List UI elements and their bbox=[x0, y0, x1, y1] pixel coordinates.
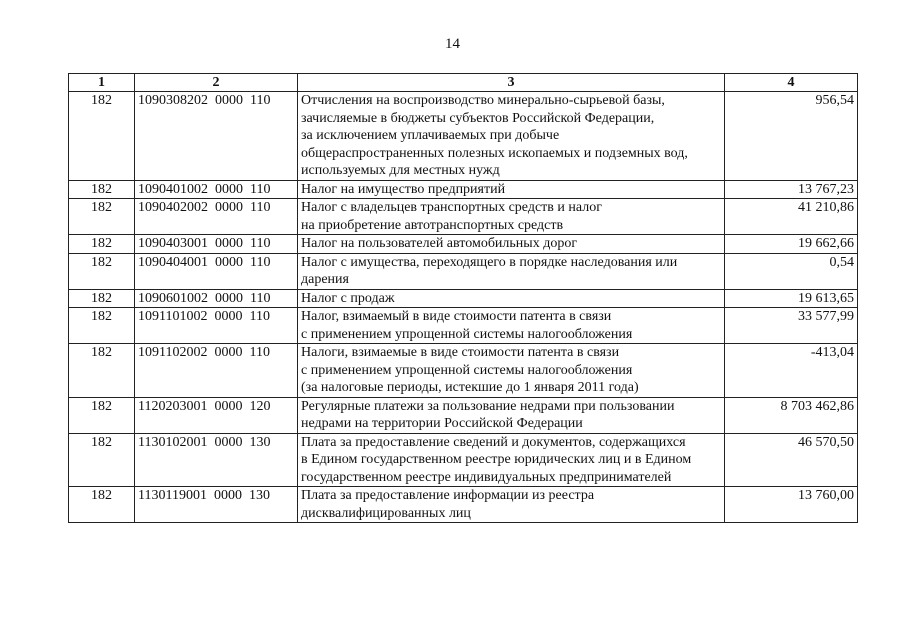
amount-cell: 0,54 bbox=[725, 253, 858, 289]
admin-code-cell: 182 bbox=[69, 487, 135, 523]
revenue-name-line: государственном реестре индивидуальных предпринимателей bbox=[301, 469, 672, 485]
admin-code-cell: 182 bbox=[69, 92, 135, 181]
revenue-name-cell bbox=[298, 199, 725, 235]
admin-code-cell: 182 bbox=[69, 199, 135, 235]
amount-cell: 956,54 bbox=[725, 92, 858, 181]
revenue-name-line: Налог, взимаемый в виде стоимости патента в связи bbox=[301, 309, 612, 324]
revenue-name-line: Налог на имущество предприятий bbox=[301, 181, 506, 197]
revenue-name-line: Плата за предоставление сведений и документов, содержащихся bbox=[301, 434, 686, 450]
revenue-name-cell bbox=[298, 487, 725, 523]
header-col-2: 2 bbox=[135, 74, 298, 92]
revenue-name-line: Налог с продаж bbox=[301, 290, 395, 306]
table-row bbox=[69, 253, 858, 289]
amount-cell: 46 570,50 bbox=[725, 433, 858, 487]
revenue-name-cell bbox=[298, 289, 725, 308]
revenue-name-line: в Едином государственном реестре юридических лиц и в Едином bbox=[301, 452, 692, 467]
revenue-name-line: Регулярные платежи за пользование недрами при пользовании bbox=[301, 398, 675, 414]
amount-cell: 19 662,66 bbox=[725, 235, 858, 254]
revenue-name-line: Налог с имущества, переходящего в порядке наследования или bbox=[301, 254, 678, 270]
table-row bbox=[69, 199, 858, 235]
revenue-name-cell bbox=[298, 344, 725, 398]
table-row bbox=[69, 433, 858, 487]
revenue-name-line: Отчисления на воспроизводство минерально-сырьевой базы, bbox=[301, 93, 665, 108]
revenue-name-cell bbox=[298, 180, 725, 199]
budget-code-cell: 1090404001 0000 110 bbox=[135, 253, 298, 289]
table-row bbox=[69, 289, 858, 308]
amount-cell: 33 577,99 bbox=[725, 308, 858, 344]
table-row bbox=[69, 180, 858, 199]
header-row bbox=[69, 74, 858, 92]
revenue-name-line: с применением упрощенной системы налогообложения bbox=[301, 326, 633, 342]
budget-code-cell: 1120203001 0000 120 bbox=[135, 397, 298, 433]
header-col-4: 4 bbox=[725, 74, 858, 92]
admin-code-cell: 182 bbox=[69, 308, 135, 344]
revenue-name-cell bbox=[298, 308, 725, 344]
revenue-name-line: дарения bbox=[301, 272, 349, 287]
table-row bbox=[69, 92, 858, 181]
amount-cell: 8 703 462,86 bbox=[725, 397, 858, 433]
amount-cell: 13 760,00 bbox=[725, 487, 858, 523]
revenue-name-cell bbox=[298, 397, 725, 433]
revenue-name-cell bbox=[298, 92, 725, 181]
table-body bbox=[69, 92, 858, 523]
revenue-name-line: общераспространенных полезных ископаемых и подземных вод, bbox=[301, 145, 688, 161]
budget-code-cell: 1130102001 0000 130 bbox=[135, 433, 298, 487]
admin-code-cell: 182 bbox=[69, 235, 135, 254]
revenue-name-line: на приобретение автотранспортных средств bbox=[301, 217, 564, 233]
budget-code-cell: 1090601002 0000 110 bbox=[135, 289, 298, 308]
admin-code-cell: 182 bbox=[69, 253, 135, 289]
admin-code-cell: 182 bbox=[69, 289, 135, 308]
budget-code-cell: 1090402002 0000 110 bbox=[135, 199, 298, 235]
table-row bbox=[69, 397, 858, 433]
budget-code-cell: 1090401002 0000 110 bbox=[135, 180, 298, 199]
amount-cell: 41 210,86 bbox=[725, 199, 858, 235]
revenue-name-line: Налог на пользователей автомобильных дорог bbox=[301, 236, 578, 251]
revenue-name-line: за исключением уплачиваемых при добыче bbox=[301, 128, 560, 143]
budget-code-cell: 1090403001 0000 110 bbox=[135, 235, 298, 254]
revenue-name-line: недрами на территории Российской Федерации bbox=[301, 416, 583, 431]
admin-code-cell: 182 bbox=[69, 397, 135, 433]
revenue-name-line: зачисляемые в бюджеты субъектов Российской Федерации, bbox=[301, 110, 655, 126]
revenue-name-line: Налог с владельцев транспортных средств и налог bbox=[301, 200, 602, 215]
revenue-name-line: Плата за предоставление информации из реестра bbox=[301, 488, 595, 503]
amount-cell: 19 613,65 bbox=[725, 289, 858, 308]
page-number: 14 bbox=[445, 36, 460, 52]
revenue-name-line: Налоги, взимаемые в виде стоимости патента в связи bbox=[301, 345, 620, 360]
admin-code-cell: 182 bbox=[69, 344, 135, 398]
table-row bbox=[69, 308, 858, 344]
table-row bbox=[69, 344, 858, 398]
revenue-name-line: с применением упрощенной системы налогообложения bbox=[301, 362, 633, 378]
table-row bbox=[69, 487, 858, 523]
admin-code-cell: 182 bbox=[69, 180, 135, 199]
amount-cell: 13 767,23 bbox=[725, 180, 858, 199]
header-col-1: 1 bbox=[69, 74, 135, 92]
revenue-name-line: (за налоговые периоды, истекшие до 1 января 2011 года) bbox=[301, 380, 639, 395]
revenue-name-cell bbox=[298, 433, 725, 487]
revenue-table bbox=[68, 73, 858, 523]
table-row bbox=[69, 235, 858, 254]
revenue-name-line: используемых для местных нужд bbox=[301, 163, 500, 178]
revenue-name-cell bbox=[298, 235, 725, 254]
admin-code-cell: 182 bbox=[69, 433, 135, 487]
budget-code-cell: 1090308202 0000 110 bbox=[135, 92, 298, 181]
revenue-name-cell bbox=[298, 253, 725, 289]
budget-code-cell: 1091102002 0000 110 bbox=[135, 344, 298, 398]
budget-code-cell: 1130119001 0000 130 bbox=[135, 487, 298, 523]
revenue-name-line: дисквалифицированных лиц bbox=[301, 505, 471, 521]
header-col-3: 3 bbox=[298, 74, 725, 92]
budget-code-cell: 1091101002 0000 110 bbox=[135, 308, 298, 344]
amount-cell: -413,04 bbox=[725, 344, 858, 398]
